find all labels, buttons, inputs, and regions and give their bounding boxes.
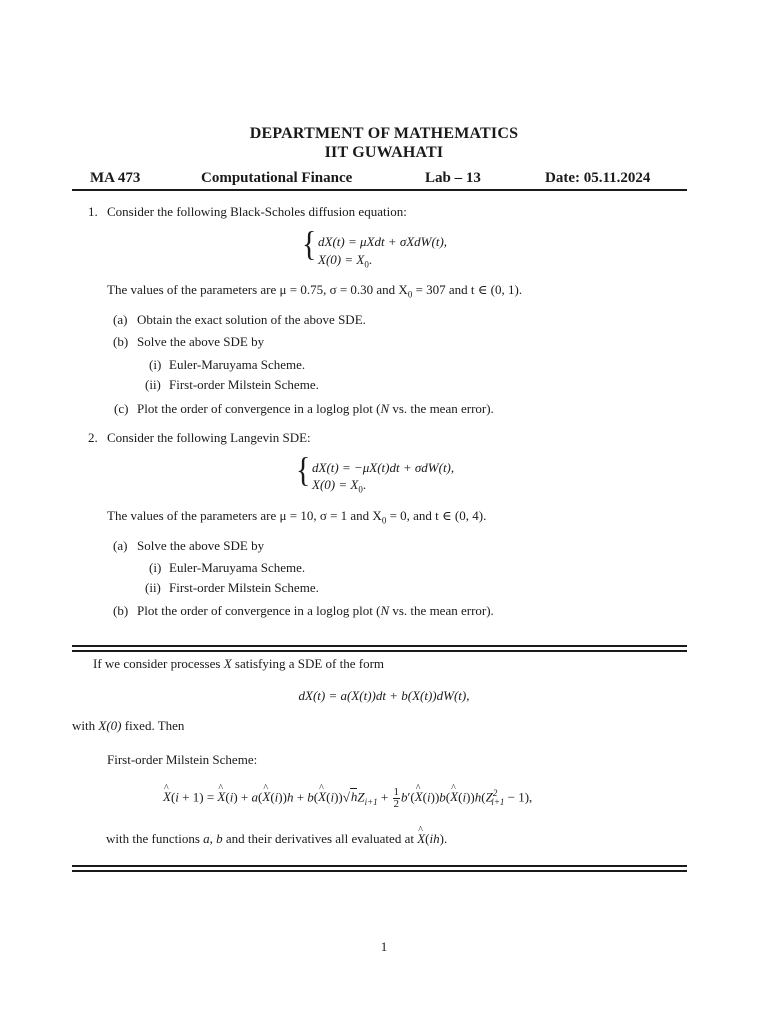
q1-equation-1: dX(t) = μXdt + σXdW(t),: [318, 234, 448, 249]
q2aii-label: (ii): [145, 580, 161, 595]
lab-date: Date: 05.11.2024: [545, 170, 651, 186]
course-code: MA 473: [90, 170, 141, 186]
course-name: Computational Finance: [201, 170, 353, 186]
q2-number: 2.: [88, 430, 98, 445]
q1c-label: (c): [114, 401, 129, 416]
section-rule-top-2: [72, 650, 687, 652]
q2a-label: (a): [113, 538, 128, 553]
q2-equation-2: $X(0) = X_0$.: [312, 477, 367, 495]
q2-parameters: The values of the parameters are μ = 10, σ = 1 and $X_0 = 0$, and t ∈ (0, 4).: [107, 508, 487, 526]
milstein-formula: ^ X(i + 1) = ^ X(i) + a(^ X(i))h + b(^ $X(i))√hZ_{i+1}$ + $\frac{1}{2}$ b′(^ X(i))b(^ $X(i))h(Z^2_{i+1} - 1)$,: [163, 785, 532, 810]
header-rule: [72, 189, 687, 191]
evaluation-note: with the functions a, b and their derivatives all evaluated at ^ X(ih).: [106, 831, 447, 847]
q1a-label: (a): [113, 312, 128, 327]
q1bi-text: Euler-Maruyama Scheme.: [169, 357, 306, 372]
q2-intro: Consider the following Langevin SDE:: [107, 430, 311, 445]
institute-title: IIT GUWAHATI: [324, 144, 444, 161]
q2-system-brace: {: [296, 451, 311, 490]
q1-parameters: The values of the parameters are μ = 0.75, σ = 0.30 and $X_0 = 307$ and t ∈ (0, 1).: [107, 282, 523, 300]
q2ai-label: (i): [149, 560, 162, 575]
q1b-label: (b): [113, 334, 129, 349]
note-sde-equation: dX(t) = a(X(t))dt + b(X(t))dW(t),: [298, 688, 470, 703]
q1-number: 1.: [88, 204, 98, 219]
note-intro: If we consider processes X satisfying a SDE of the form: [93, 656, 385, 671]
q2a-text: Solve the above SDE by: [137, 538, 265, 553]
course-header-row: [90, 170, 670, 188]
q1a-text: Obtain the exact solution of the above SDE.: [137, 312, 366, 327]
lab-number: Lab – 13: [425, 170, 481, 186]
q1bii-label: (ii): [145, 377, 161, 392]
q2b-text: Plot the order of convergence in a loglog plot (N vs. the mean error).: [137, 603, 494, 618]
q2-equation-1: dX(t) = −μX(t)dt + σdW(t),: [312, 460, 455, 475]
q1b-text: Solve the above SDE by: [137, 334, 265, 349]
department-title: DEPARTMENT OF MATHEMATICS: [249, 125, 519, 142]
q1-intro: Consider the following Black-Scholes diffusion equation:: [107, 204, 407, 219]
section-rule-bottom-2: [72, 870, 687, 872]
q1-equation-2: $X(0) = X_0$.: [318, 252, 373, 270]
note-initial-condition: with X(0) fixed. Then: [72, 718, 185, 733]
page-number: 1: [380, 939, 388, 954]
q1bii-text: First-order Milstein Scheme.: [169, 377, 319, 392]
q2b-label: (b): [113, 603, 129, 618]
section-rule-bottom-1: [72, 865, 687, 867]
q2aii-text: First-order Milstein Scheme.: [169, 580, 319, 595]
q1bi-label: (i): [149, 357, 162, 372]
q1-system-brace: {: [302, 225, 317, 264]
q1c-text: Plot the order of convergence in a loglog plot (N vs. the mean error).: [137, 401, 494, 416]
q2ai-text: Euler-Maruyama Scheme.: [169, 560, 306, 575]
scheme-title: First-order Milstein Scheme:: [107, 752, 258, 767]
section-rule-top-1: [72, 645, 687, 647]
